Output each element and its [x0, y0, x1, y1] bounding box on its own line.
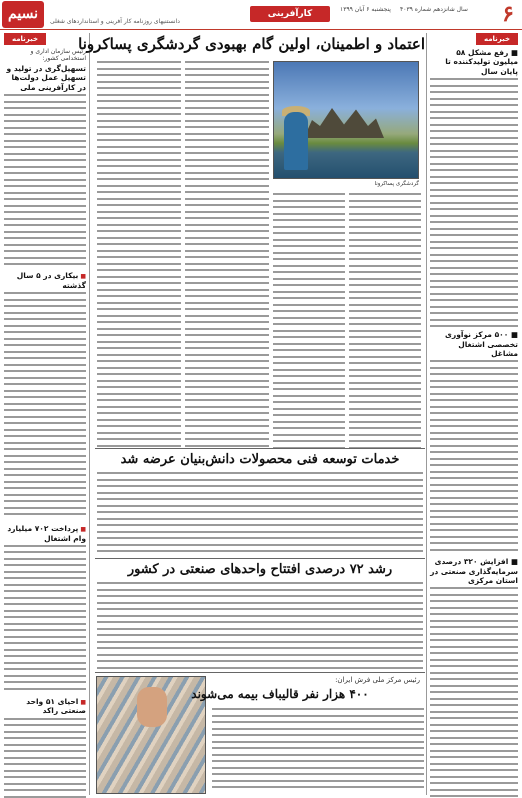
section-divider [95, 448, 425, 449]
section-divider [95, 672, 425, 673]
news-body [4, 718, 86, 798]
newspaper-logo: نسیم [2, 1, 44, 28]
story3-headline: رشد ۷۲ درصدی افتتاح واحدهای صنعتی در کشور [127, 562, 393, 577]
story2-headline: خدمات توسعه فنی محصولات دانش‌بنیان عرضه شد [120, 452, 400, 467]
right-news-column [426, 33, 518, 795]
story4-body [212, 708, 424, 794]
tagline: دانستنیهای روزنامه کار آفرینی و استانداردهای شغلی [50, 18, 180, 25]
news-title: ■ ۵۰۰ مرکز نوآوری تخصصی اشتغال مشاغل [445, 330, 518, 358]
news-title: ■ بیکاری در ۵ سال گذشته [4, 271, 86, 290]
story2-body [97, 472, 423, 554]
news-body [4, 545, 86, 695]
story4-headline: ۴۰۰ هزار نفر قالیباف بیمه می‌شوند [191, 687, 369, 701]
news-body [430, 587, 518, 798]
issue-date: پنجشنبه ۶ آبان ۱۳۹۹ [340, 6, 391, 13]
photo-caption: گردشگری پساکرونا [374, 181, 419, 187]
issue-number: سال شانزدهم شماره ۴۰۳۹ [400, 6, 468, 13]
section-divider [95, 558, 425, 559]
tourism-photo [273, 61, 419, 179]
story4-kicker: رئیس مرکز ملی فرش ایران: [335, 676, 420, 684]
temple-shape [304, 108, 384, 138]
main-headline: اعتماد و اطمینان، اولین گام بهبودی گردشگری پساکرونا [78, 35, 425, 53]
story-column [185, 61, 269, 453]
masthead [0, 0, 522, 30]
news-body [4, 292, 86, 522]
news-body [430, 78, 518, 328]
news-title: ■ رفع مشکل ۵۸ میلیون تولیدکننده تا پایان سال [445, 48, 518, 76]
section-label: کارآفرینی [250, 6, 330, 22]
news-subtitle: رئیس سازمان اداری و استخدامی کشور: [30, 48, 86, 62]
story-column [273, 193, 345, 453]
left-news-column [4, 33, 90, 795]
story-column [97, 61, 181, 453]
news-title: ■ پرداخت ۷۰۲ میلیارد وام اشتغال [4, 524, 86, 543]
news-title: تسهیل‌گری در تولید و تسهیل عمل دولت‌ها در کارآفرینی ملی [6, 64, 86, 92]
column-kicker: خبرنامه [4, 33, 46, 45]
news-title: ■ احیای ۵۱ واحد صنعتی راکد [4, 697, 86, 716]
page-number: ۶ [502, 1, 514, 27]
story-column [349, 193, 421, 453]
news-body [4, 94, 86, 269]
story3-body [97, 582, 423, 670]
news-body [430, 360, 518, 555]
tourist-figure [284, 112, 308, 170]
column-kicker: خبرنامه [476, 33, 518, 45]
news-title: ■ افزایش ۳۲۰ درصدی سرمایه‌گذاری صنعتی در استان مرکزی [430, 557, 518, 585]
